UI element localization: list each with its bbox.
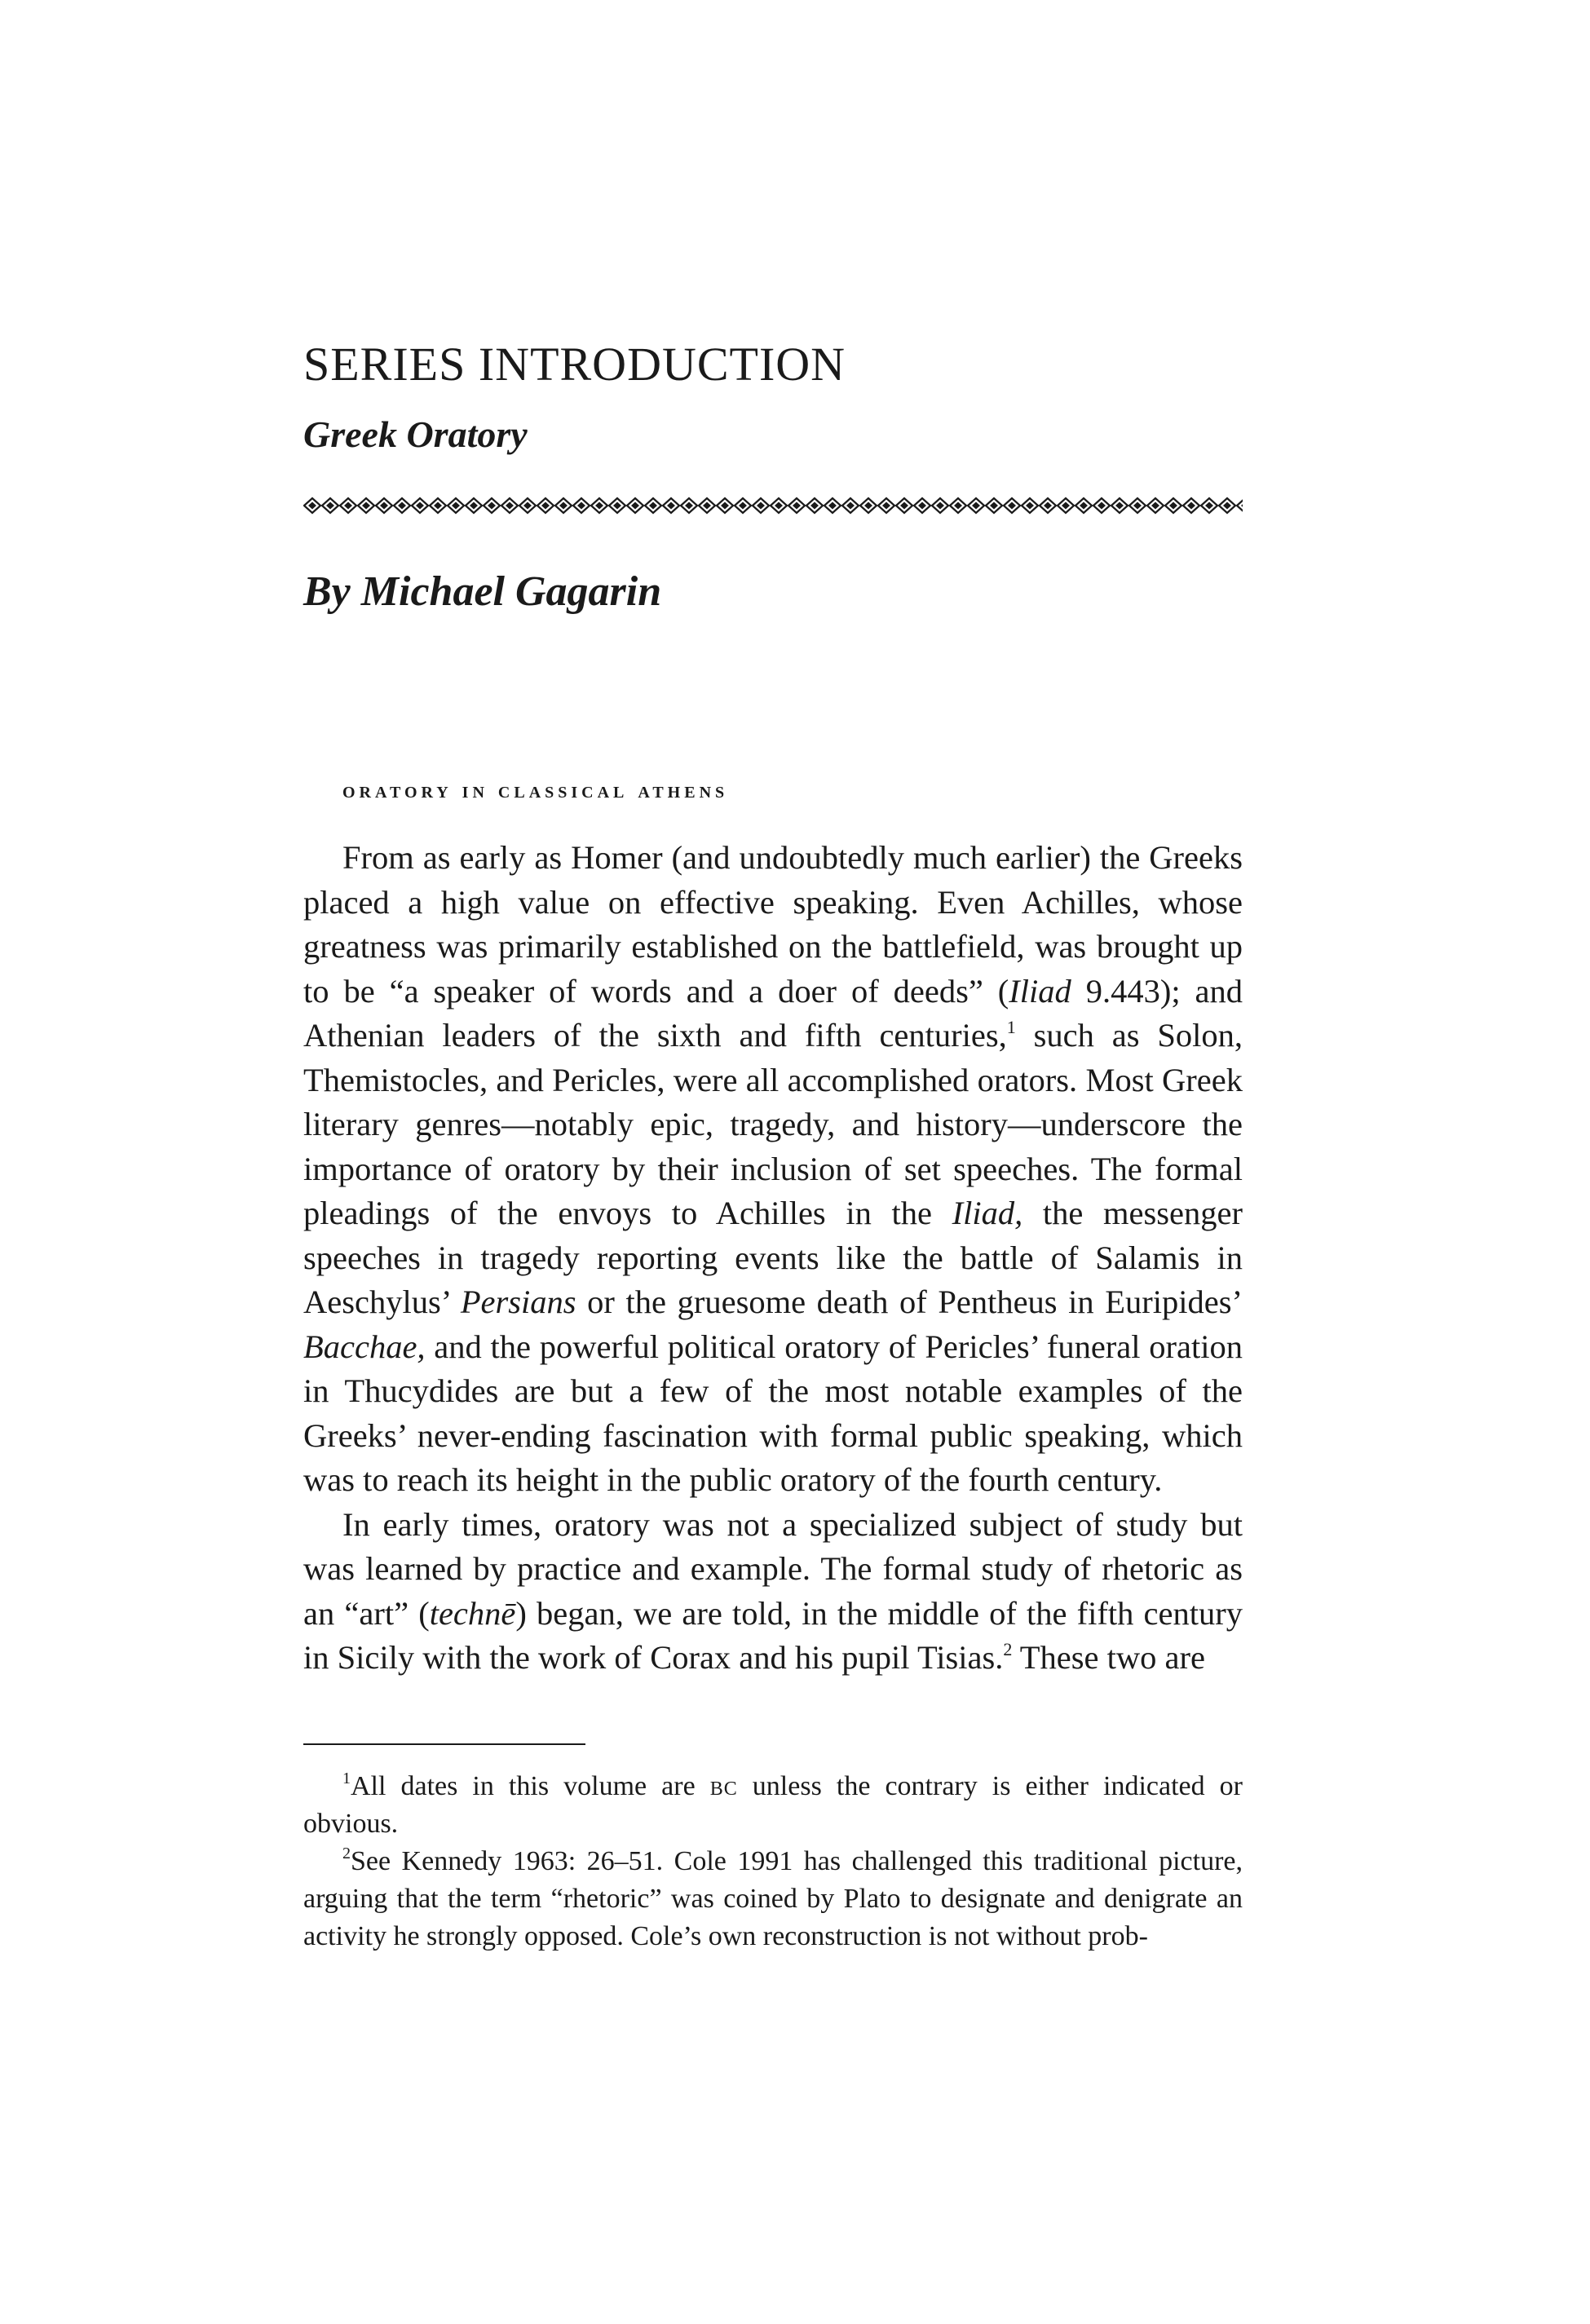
italic-title: Iliad,	[952, 1195, 1023, 1231]
text-run: These two are	[1012, 1639, 1205, 1676]
main-text	[303, 836, 1243, 1681]
section-heading: oratory in classical athens	[342, 778, 729, 803]
series-subtitle: Greek Oratory	[303, 413, 528, 455]
footnote-divider	[303, 1743, 585, 1745]
footnote-1	[303, 1768, 1243, 1843]
text-run: 9.443); and Athenian leaders of the sixth and fifth centuries,	[303, 972, 1243, 1054]
italic-title: Iliad	[1009, 972, 1071, 1010]
author-byline: By Michael Gagarin	[303, 568, 662, 615]
footnote-2	[303, 1843, 1243, 1955]
footnote-abbrev: bc	[709, 1771, 738, 1801]
paragraph-1	[303, 836, 1243, 1503]
italic-title: Bacchae,	[303, 1328, 426, 1365]
text-run: In early times, oratory was not a specialized subject of study but was learned by practice and example. The formal study of rhetoric as an “art” (	[303, 1505, 1243, 1632]
decorative-ornament-band	[303, 496, 1243, 515]
italic-title: Persians	[460, 1284, 576, 1320]
text-run: the messenger speeches in tragedy reporting events like the battle of Salamis in Aeschylus’	[303, 1195, 1243, 1320]
footnote-text: All dates in this volume are	[351, 1771, 710, 1801]
series-title: SERIES INTRODUCTION	[303, 338, 846, 391]
footnote-number: 1	[342, 1770, 351, 1787]
text-run: and the powerful political oratory of Pericles’ funeral oration in Thucydides are but a few of the most notable examples of the Greeks’ never-ending fascination with formal public speaking, which was to reach its height in the public oratory of the fourth century.	[303, 1328, 1243, 1498]
italic-term: technē	[429, 1594, 516, 1632]
footnote-number: 2	[342, 1845, 351, 1862]
footnote-text: unless the contrary is either indicated or obvious.	[303, 1771, 1243, 1839]
footnotes	[303, 1768, 1243, 1955]
text-run: ) began, we are told, in the middle of the fifth century in Sicily with the work of Corax and his pupil Tisias.	[303, 1594, 1243, 1676]
text-run: From as early as Homer (and undoubtedly much earlier) the Greeks placed a high value on effective speaking. Even Achilles, whose greatness was primarily established on the battlefield, was brought up to be “a speaker of words and a doer of deeds” (	[303, 839, 1243, 1010]
footnote-ref-2: 2	[1003, 1639, 1013, 1659]
footnote-text: See Kennedy 1963: 26–51. Cole 1991 has challenged this traditional picture, arguing that the term “rhetoric” was coined by Plato to designate and denigrate an activity he strongly opposed. Cole’s own reconstruction is not without prob-	[303, 1846, 1243, 1951]
paragraph-2	[303, 1503, 1243, 1681]
footnote-ref-1: 1	[1006, 1017, 1016, 1037]
text-run: or the gruesome death of Pentheus in Euripides’	[576, 1284, 1243, 1320]
text-run: such as Solon, Themistocles, and Pericles, were all accomplished orators. Most Greek literary genres—notably epic, tragedy, and history—underscore the importance of oratory by their inclusion of set speeches. The formal pleadings of the envoys to Achilles in the	[303, 1017, 1243, 1231]
